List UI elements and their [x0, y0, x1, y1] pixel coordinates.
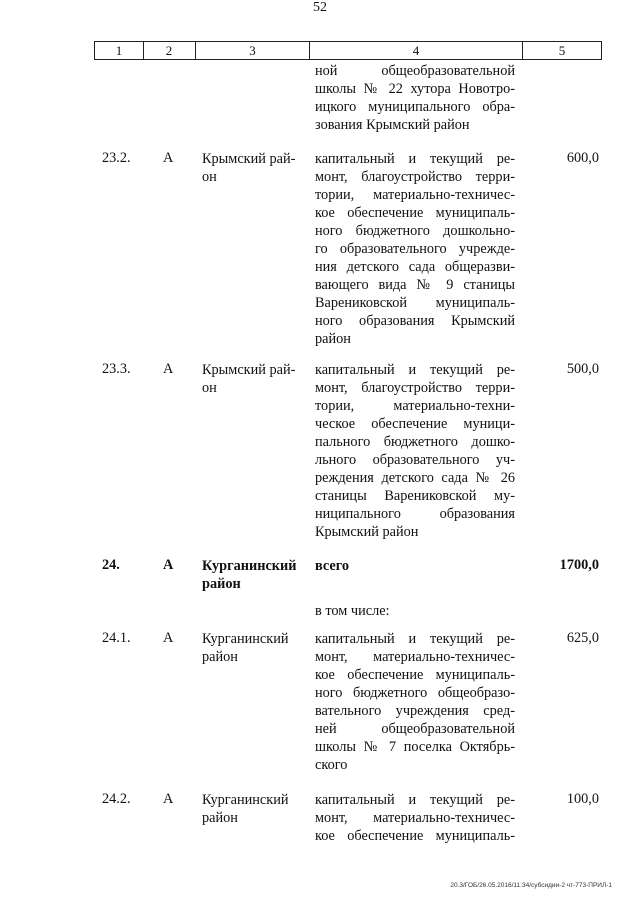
row-recipient: Курганинский район — [202, 792, 289, 826]
row-sum: 500,0 — [566, 361, 599, 377]
row-type: А — [163, 150, 174, 166]
document-footer-code: 20.3/ГОБ/26.05.2016/11:34/субсидии-2 чт-773-ПРИЛ-1 — [450, 882, 612, 889]
row-description: капитальный и текущий ре- монт, благоустройство терри- тории, материально-техничес- кое обеспечение муниципаль- ного бюджетного дошкольно- го образовательного учрежде- ния детского сада общеразви- вающего вида № 9 станицы Варениковской муниципаль- ного образования Крымский район — [315, 151, 515, 347]
row-number: 23.2. — [102, 150, 131, 166]
row-description: капитальный и текущий ре- монт, благоустройство терри- тории, материально-техни- ческое обеспечение муници- пального бюджетного дошко- льного образовательного уч- реждения детского сада № 26 станицы Варениковской му- ниципального образования Крымский район — [315, 362, 515, 540]
subheading: в том числе: — [315, 603, 390, 619]
row-number: 23.3. — [102, 361, 131, 377]
row-recipient: Крымский рай- он — [202, 362, 296, 396]
row-sum: 600,0 — [566, 150, 599, 166]
row-recipient: Курганинский район — [202, 631, 289, 665]
row-recipient: Крымский рай- он — [202, 151, 296, 185]
column-header-1: 1 — [94, 41, 144, 60]
row-description: капитальный и текущий ре- монт, материально-техничес- кое обеспечение муниципаль- — [315, 792, 515, 844]
row-sum: 100,0 — [566, 791, 599, 807]
column-header-4: 4 — [310, 41, 523, 60]
row-number: 24. — [102, 557, 120, 573]
row-sum: 1700,0 — [559, 557, 599, 573]
row-sum: 625,0 — [566, 630, 599, 646]
row-number: 24.1. — [102, 630, 131, 646]
column-header-3: 3 — [196, 41, 310, 60]
row-type: А — [163, 791, 174, 807]
column-header-5: 5 — [523, 41, 602, 60]
continuation-description: ной общеобразовательной школы № 22 хутора Новотро- ицкого муниципального обра- зования Крымский район — [315, 63, 515, 133]
row-type: А — [163, 361, 174, 377]
row-recipient: Курганинский район — [202, 558, 297, 592]
row-type: А — [163, 630, 174, 646]
row-description: всего — [315, 558, 350, 574]
column-header-2: 2 — [143, 41, 196, 60]
row-type: А — [163, 557, 174, 573]
page-number: 52 — [313, 0, 327, 15]
row-number: 24.2. — [102, 791, 131, 807]
row-description: капитальный и текущий ре- монт, материально-техничес- кое обеспечение муниципаль- ного бюджетного общеобразо- вательного учреждения сред- ней общеобразовательной школы № 7 поселка Октябрь- ского — [315, 631, 515, 773]
